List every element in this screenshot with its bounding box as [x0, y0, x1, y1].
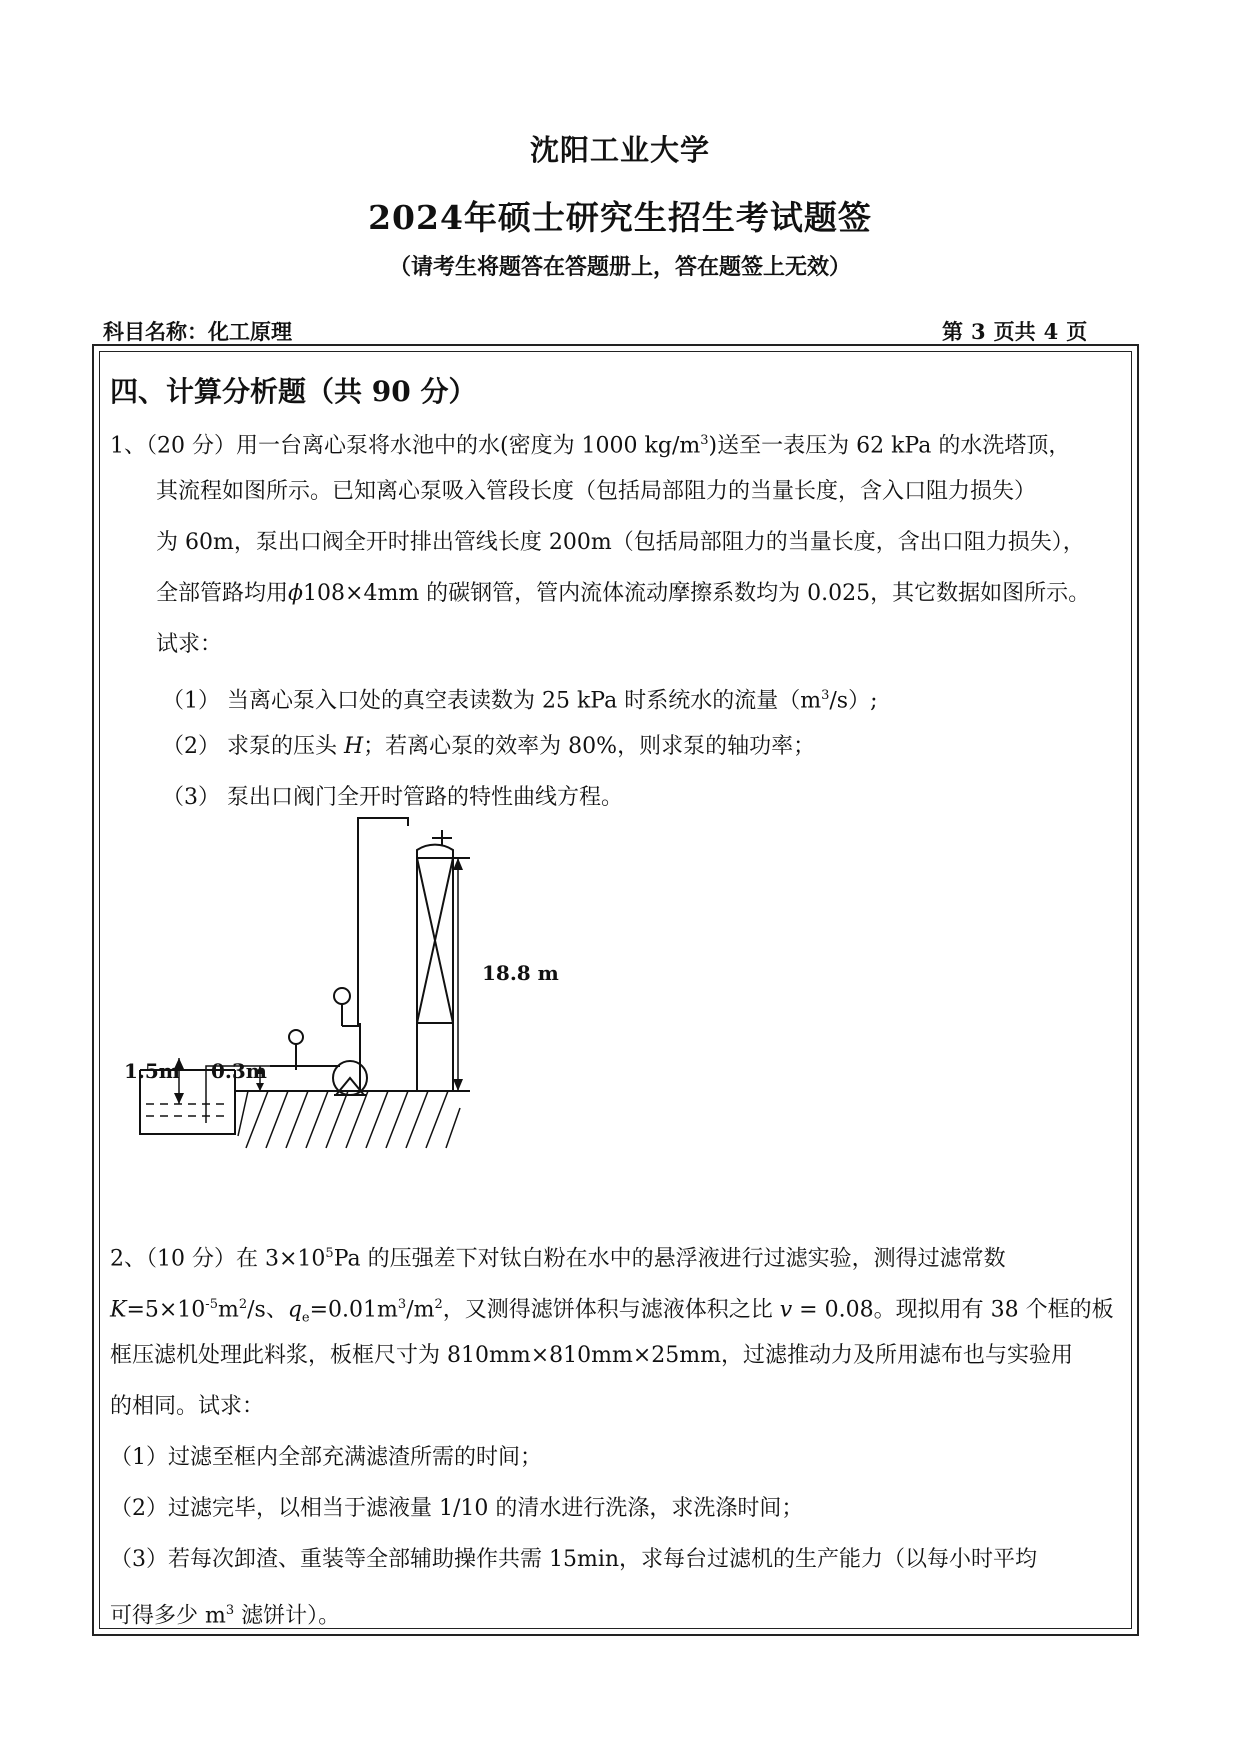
q2-sub-4: 可得多少 $m^3$ 滤饼计）。 [110, 1603, 341, 1629]
page-total: 4 [1043, 319, 1059, 344]
section-title: 四、计算分析题（共 90 分） [110, 375, 477, 408]
tank-depth-label: 1.5m [124, 1059, 180, 1083]
page-suffix: 页 [1066, 319, 1088, 344]
pump-system-diagram [120, 808, 600, 1198]
pressure-gauge-icon [334, 988, 350, 1004]
page-mid: 页共 [993, 319, 1036, 344]
q1-line-5: 试求： [156, 632, 223, 657]
q2-line-3: 框压滤机处理此料浆，板框尺寸为 810mm×810mm×25mm，过滤推动力及所用滤布也与实验用 [110, 1343, 1074, 1368]
q2-line-4: 的相同。试求： [110, 1394, 265, 1419]
q1-line-1: 1、（20 分）用一台离心泵将水池中的水(密度为 1000 $kg/m^3$)送至一表压为 62 kPa 的水洗塔顶， [110, 433, 1071, 459]
subject-name: 科目名称：化工原理 [103, 319, 292, 344]
ground-hatching [238, 1091, 460, 1148]
q1-line-4: 全部管路均用ϕ108×4mm 的碳钢管，管内流体流动摩擦系数均为 0.025，其它数据如图所示。 [156, 581, 1091, 606]
q1-line-2: 其流程如图所示。已知离心泵吸入管段长度（包括局部阻力的当量长度，含入口阻力损失） [156, 479, 1037, 504]
tower-nozzle [432, 830, 452, 846]
tower-packing-cross [417, 858, 453, 1023]
gauge-height-label: 0.3m [211, 1059, 267, 1083]
discharge-pipe [358, 818, 408, 1091]
exam-title: 2024年硕士研究生招生考试题签 [368, 198, 872, 237]
university-name: 沈阳工业大学 [529, 133, 710, 167]
page-prefix: 第 [942, 319, 963, 344]
q2-line-1: 2、（10 分）在 $3\times 10^5Pa$ 的压强差下对钛白粉在水中的悬浮液进行过滤实验，测得过滤常数 [110, 1246, 1006, 1272]
q1-line-3: 为 60m，泵出口阀全开时排出管线长度 200m（包括局部阻力的当量长度，含出口阻力损失）， [156, 530, 1085, 555]
q1-sub-2: （2） 求泵的压头 H；若离心泵的效率为 80%，则求泵的轴功率； [162, 734, 816, 759]
q2-sub-1: （1）过滤至框内全部充满滤渣所需的时间； [110, 1445, 542, 1470]
exam-notice: （请考生将题答在答题册上，答在题签上无效） [388, 254, 851, 280]
q2-sub-3: （3）若每次卸渣、重装等全部辅助操作共需 15min，求每台过滤机的生产能力（以每小时平均 [110, 1547, 1038, 1572]
suction-pipe [296, 1066, 340, 1070]
q1-sub-3: （3） 泵出口阀门全开时管路的特性曲线方程。 [162, 785, 623, 810]
q2-line-2: $K=5\times 10^{-5}m^2/s$、$q_e=0.01m^3/m^2$，又测得滤饼体积与滤液体积之比 v = 0.08。现拟用有 38 个框的板 [110, 1297, 1114, 1326]
height-label: 18.8 m [482, 961, 559, 985]
q2-sub-2: （2）过滤完毕，以相当于滤液量 1/10 的清水进行洗涤，求洗涤时间； [110, 1496, 804, 1521]
water-surface [146, 1104, 230, 1116]
vacuum-gauge-icon [289, 1030, 303, 1044]
q1-sub-1: （1） 当离心泵入口处的真空表读数为 25 kPa 时系统水的流量$(m^3/s)$; [162, 688, 878, 714]
page-info [938, 316, 1091, 346]
page-current: 3 [971, 319, 986, 344]
